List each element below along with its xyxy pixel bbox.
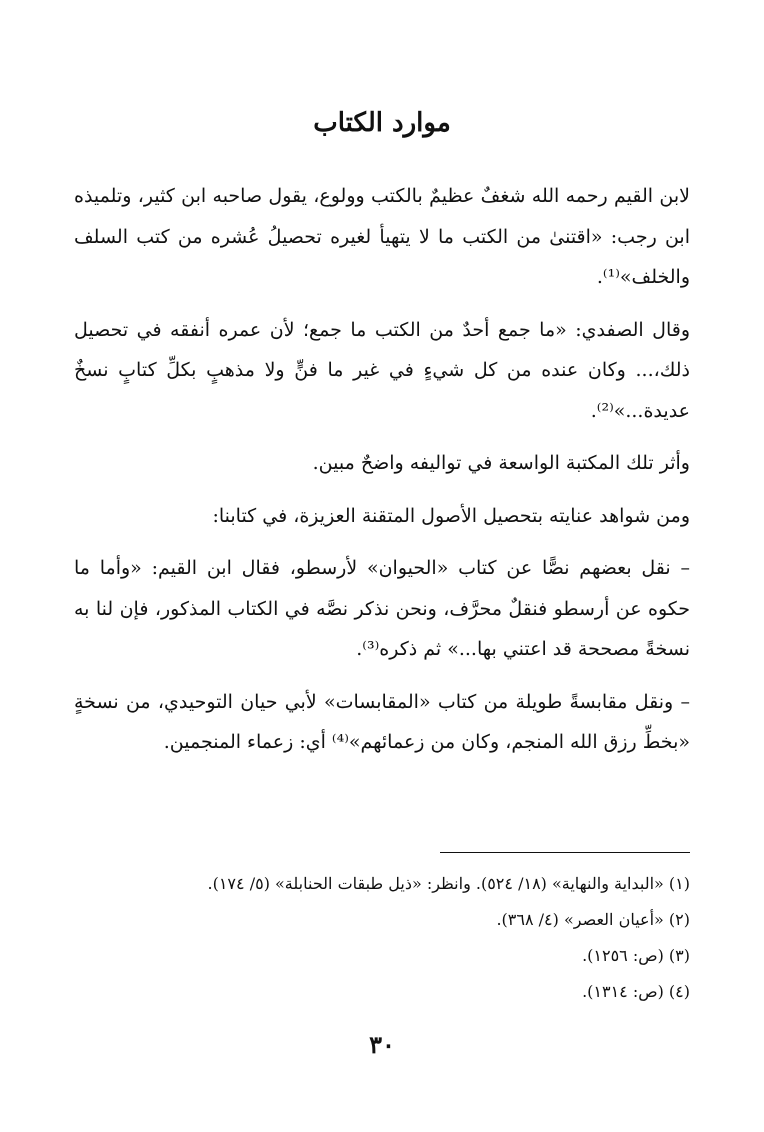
paragraph-aristotle-quote: – نقل بعضهم نصًّا عن كتاب «الحيوان» لأرسطو، فقال ابن القيم: «وأما ما حكوه عن أرسطو فنقلٌ محرَّف، ونحن نذكر نصَّه في الكتاب المذكور، فإن لنا به نسخةً مصححة قد اعتني بها...» ثم ذكره⁽³⁾.: [74, 557, 690, 660]
footnotes: [74, 866, 690, 1010]
footnote-2: (٢) «أعيان العصر» (٤/ ٣٦٨).: [496, 910, 690, 929]
body-text: [74, 176, 690, 763]
footnote-4: (٤) (ص: ١٣١٤).: [582, 982, 690, 1001]
paragraph-evidence-intro: ومن شواهد عنايته بتحصيل الأصول المتقنة العزيزة، في كتابنا:: [212, 504, 690, 527]
footnote-divider: [440, 852, 690, 853]
footnote-1: (١) «البداية والنهاية» (١٨/ ٥٢٤). وانظر: «ذيل طبقات الحنابلة» (٥/ ١٧٤).: [207, 874, 690, 893]
paragraph-library-impact: وأثر تلك المكتبة الواسعة في تواليفه واضحٌ مبين.: [312, 452, 690, 474]
paragraph-muqabasat-quote: – ونقل مقابسةً طويلة من كتاب «المقابسات» لأبي حيان التوحيدي، من نسخةٍ «بخطِّ رزق الله المنجم، وكان من زعمائهم»⁽⁴⁾ أي: زعماء المنجمين.: [74, 690, 690, 753]
footnote-3: (٣) (ص: ١٢٥٦).: [582, 946, 690, 965]
paragraph-ibn-alqayyim-books: لابن القيم رحمه الله شغفٌ عظيمٌ بالكتب وولوع، يقول صاحبه ابن كثير، وتلميذه ابن رجب: «اقتنىٰ من الكتب ما لا يتهيأ لغيره تحصيلُ عُشره من كتب السلف والخلف»⁽¹⁾.: [74, 185, 690, 288]
page-title: موارد الكتاب: [313, 108, 451, 138]
paragraph-safadi-quote: وقال الصفدي: «ما جمع أحدٌ من الكتب ما جمع؛ لأن عمره أنفقه في تحصيل ذلك،... وكان عنده من كل شيءٍ في غير ما فنٍّ ولا مذهبٍ بكلِّ كتابٍ نسخٌ عديدة...»⁽²⁾.: [74, 318, 690, 422]
page-number: ٣٠: [369, 1030, 395, 1059]
